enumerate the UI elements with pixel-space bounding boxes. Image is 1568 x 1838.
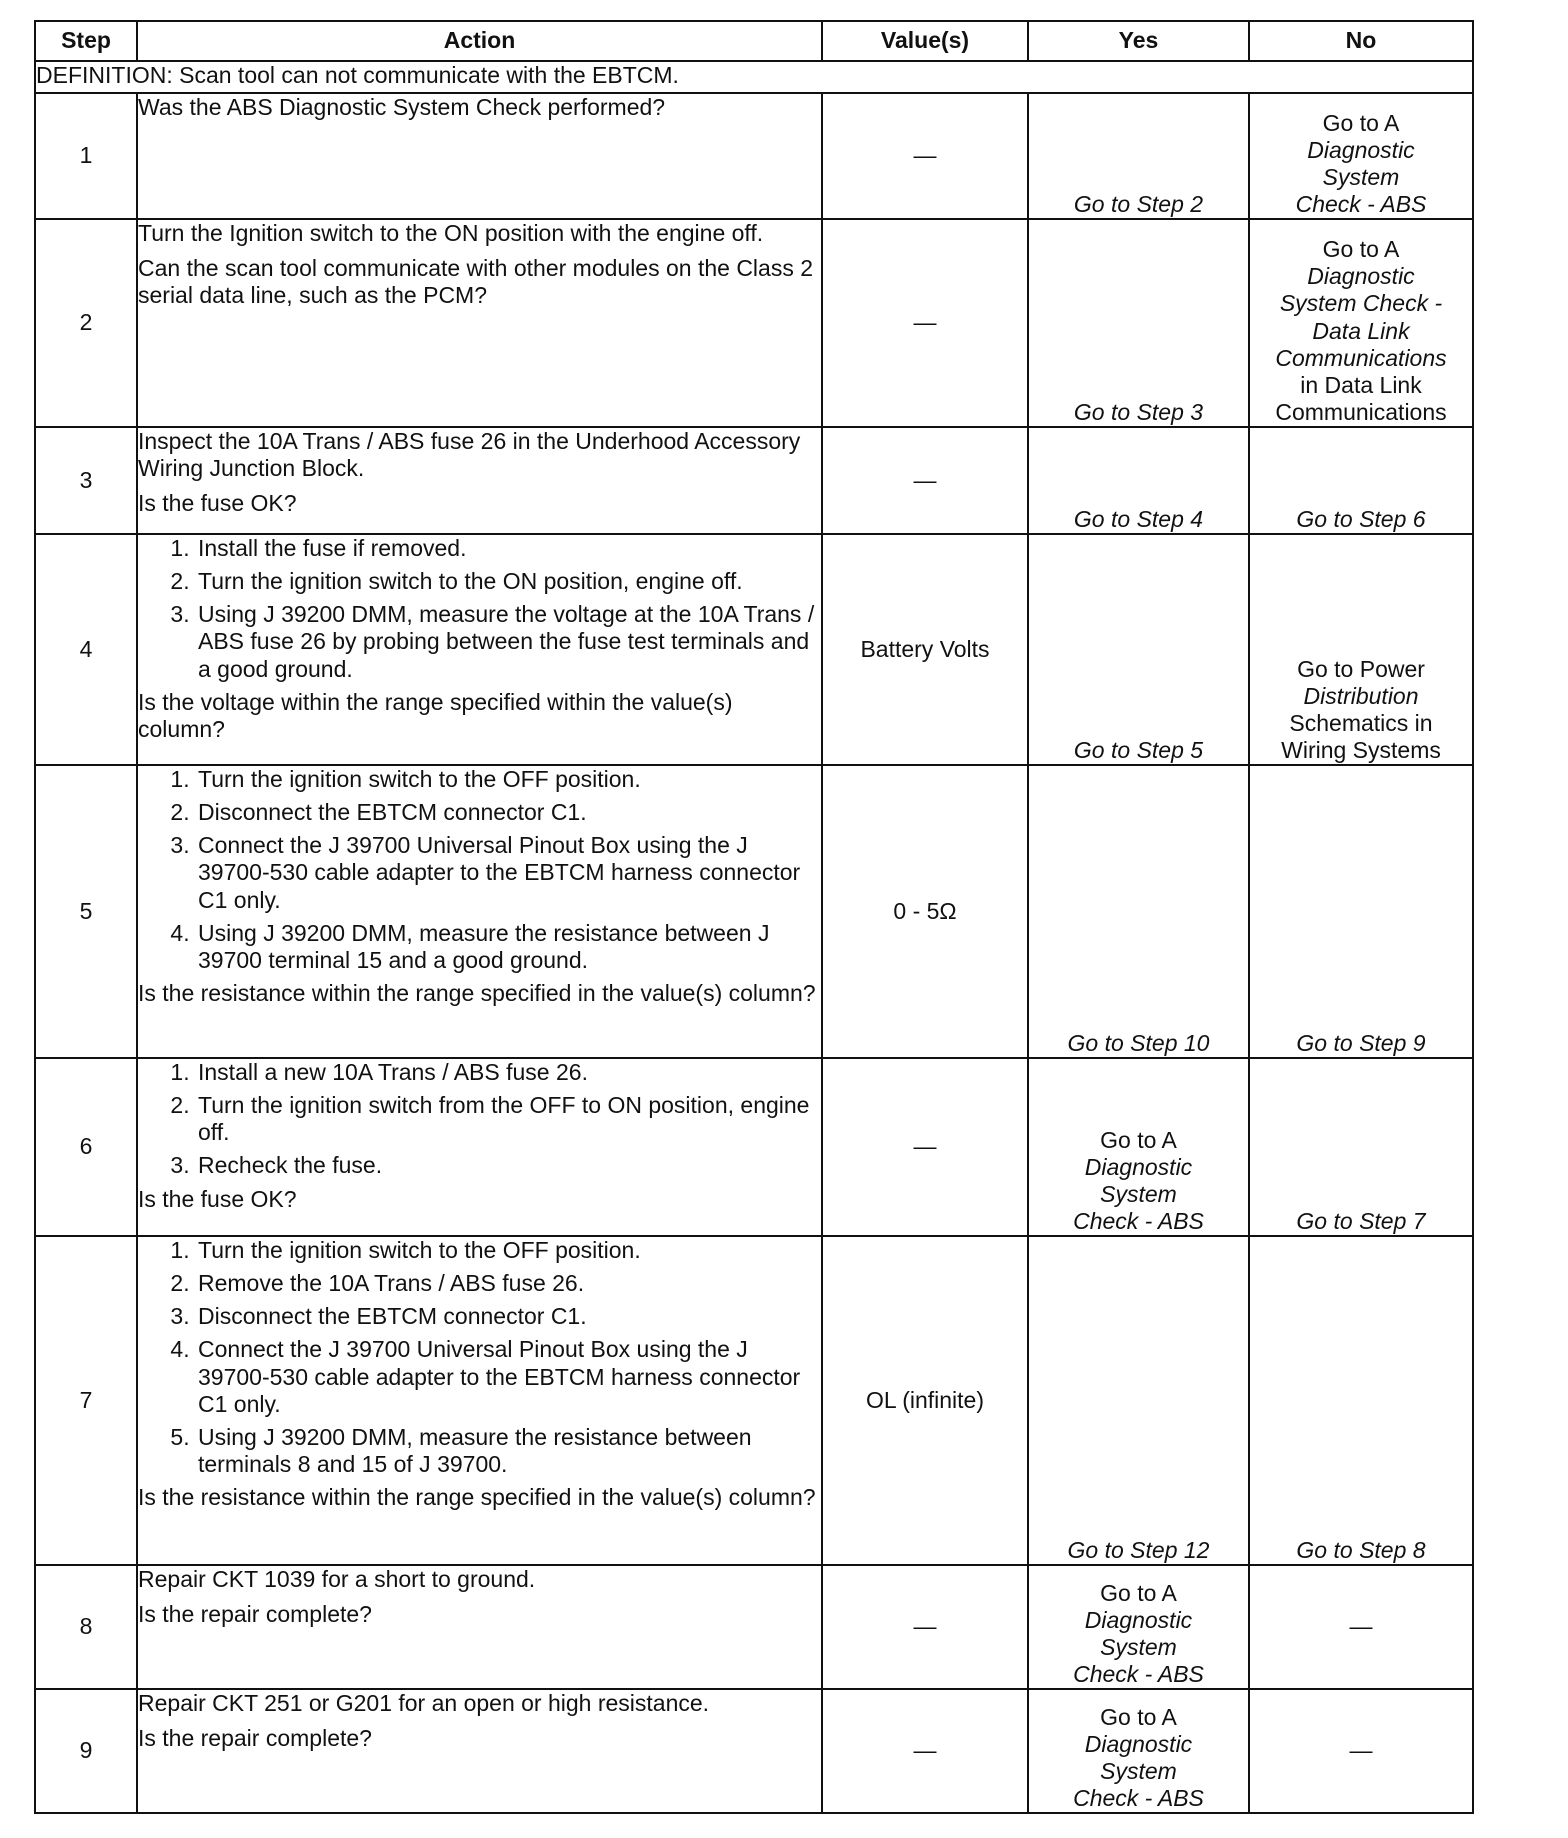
- value-cell: [822, 534, 1028, 765]
- value-text: —: [913, 1737, 937, 1764]
- action-text: Inspect the 10A Trans / ABS fuse 26 in the Underhood Accessory Wiring Junction Block.: [138, 428, 801, 482]
- table-row: [35, 1565, 1473, 1689]
- action-text: Turn the Ignition switch to the ON position with the engine off.: [138, 220, 764, 246]
- table-row: [35, 1058, 1473, 1236]
- step-number: 6: [35, 1058, 137, 1236]
- action-question: Is the resistance within the range specified in the value(s) column?: [138, 979, 816, 1006]
- value-cell: [822, 765, 1028, 1058]
- yes-cell: [1028, 219, 1249, 427]
- yes-link[interactable]: Go to A Diagnostic System Check - ABS: [1073, 1579, 1204, 1687]
- value-text: —: [913, 466, 937, 493]
- yes-cell: [1028, 1689, 1249, 1813]
- step-number: 5: [35, 765, 137, 1058]
- no-cell: [1249, 1689, 1473, 1813]
- list-item: 2. Disconnect the EBTCM connector C1.: [196, 799, 821, 826]
- value-cell: [822, 1236, 1028, 1565]
- value-text: 0 - 5Ω: [893, 897, 957, 924]
- table-row: [35, 1236, 1473, 1565]
- list-item: 4. Using J 39200 DMM, measure the resistance between J 39700 terminal 15 and a good ground.: [196, 920, 821, 974]
- yes-link[interactable]: Go to A Diagnostic System Check - ABS: [1073, 1703, 1204, 1811]
- value-text: Battery Volts: [860, 635, 990, 662]
- value-cell: [822, 1565, 1028, 1689]
- yes-link[interactable]: Go to Step 2: [1073, 190, 1204, 217]
- action-text: Repair CKT 251 or G201 for an open or high resistance.: [138, 1690, 710, 1716]
- no-cell: [1249, 427, 1473, 534]
- value-text: —: [913, 142, 937, 169]
- diagnostic-table: [34, 20, 1474, 1814]
- list-item: 2. Remove the 10A Trans / ABS fuse 26.: [196, 1270, 821, 1297]
- yes-cell: [1028, 1058, 1249, 1236]
- value-cell: [822, 1058, 1028, 1236]
- no-cell: [1249, 93, 1473, 219]
- value-text: OL (infinite): [865, 1386, 985, 1413]
- action-question: Is the fuse OK?: [138, 490, 297, 517]
- table-row: [35, 765, 1473, 1058]
- yes-link[interactable]: Go to A Diagnostic System Check - ABS: [1073, 1126, 1204, 1234]
- list-item: 3. Connect the J 39700 Universal Pinout Box using the J 39700-530 cable adapter to the EBTCM harness connector C1 only.: [196, 832, 821, 913]
- no-link[interactable]: Go to Step 8: [1296, 1536, 1426, 1563]
- yes-cell: [1028, 765, 1249, 1058]
- header-values: Value(s): [822, 21, 1028, 61]
- yes-link[interactable]: Go to Step 10: [1067, 1029, 1210, 1056]
- value-text: —: [913, 1613, 937, 1640]
- action-text: Repair CKT 1039 for a short to ground.: [138, 1566, 536, 1592]
- value-cell: [822, 219, 1028, 427]
- action-cell: [137, 534, 822, 765]
- no-cell: [1249, 219, 1473, 427]
- header-row: [35, 21, 1473, 61]
- step-number: 3: [35, 427, 137, 534]
- no-link[interactable]: Go to Step 6: [1296, 505, 1426, 532]
- value-text: —: [913, 309, 937, 336]
- procedure-list: [138, 1237, 821, 1478]
- action-cell: [137, 1565, 822, 1689]
- action-cell: [137, 765, 822, 1058]
- yes-cell: [1028, 1565, 1249, 1689]
- procedure-list: [138, 535, 821, 683]
- table-row: [35, 427, 1473, 534]
- action-question: Is the resistance within the range specified in the value(s) column?: [138, 1484, 816, 1510]
- value-cell: [822, 427, 1028, 534]
- yes-cell: [1028, 1236, 1249, 1565]
- no-cell: [1249, 1058, 1473, 1236]
- no-cell: [1249, 1565, 1473, 1689]
- action-question: Is the repair complete?: [138, 1601, 372, 1628]
- header-yes: Yes: [1028, 21, 1249, 61]
- value-cell: [822, 1689, 1028, 1813]
- step-number: 8: [35, 1565, 137, 1689]
- definition-text: DEFINITION: Scan tool can not communicate with the EBTCM.: [35, 61, 1473, 93]
- table-row: [35, 219, 1473, 427]
- list-item: 2. Turn the ignition switch to the ON position, engine off.: [196, 568, 821, 595]
- list-item: 5. Using J 39200 DMM, measure the resistance between terminals 8 and 15 of J 39700.: [196, 1424, 821, 1478]
- header-step: Step: [35, 21, 137, 61]
- procedure-list: [138, 1059, 821, 1180]
- action-question: Is the voltage within the range specified within the value(s) column?: [138, 688, 733, 742]
- no-cell: [1249, 1236, 1473, 1565]
- action-question: Is the repair complete?: [138, 1725, 372, 1752]
- definition-row: [35, 61, 1473, 93]
- yes-cell: [1028, 93, 1249, 219]
- no-cell: [1249, 765, 1473, 1058]
- table-row: [35, 93, 1473, 219]
- no-value: —: [1349, 1737, 1373, 1764]
- yes-link[interactable]: Go to Step 12: [1067, 1536, 1210, 1563]
- yes-cell: [1028, 534, 1249, 765]
- no-link[interactable]: Go to Power Distribution Schematics in Wiring Systems: [1281, 655, 1441, 763]
- no-link[interactable]: Go to A Diagnostic System Check - Data Link Communications in Data Link Communications: [1275, 236, 1447, 425]
- no-cell: [1249, 534, 1473, 765]
- yes-link[interactable]: Go to Step 5: [1073, 736, 1204, 763]
- list-item: 1. Install a new 10A Trans / ABS fuse 26.: [196, 1059, 821, 1086]
- no-link[interactable]: Go to Step 7: [1296, 1207, 1426, 1234]
- no-value: —: [1349, 1613, 1373, 1640]
- header-no: No: [1249, 21, 1473, 61]
- yes-link[interactable]: Go to Step 4: [1073, 505, 1204, 532]
- list-item: 1. Turn the ignition switch to the OFF position.: [196, 1237, 821, 1264]
- list-item: 1. Install the fuse if removed.: [196, 535, 821, 562]
- action-cell: [137, 1058, 822, 1236]
- value-cell: [822, 93, 1028, 219]
- table-row: [35, 1689, 1473, 1813]
- action-question: Is the fuse OK?: [138, 1185, 297, 1212]
- action-text: Was the ABS Diagnostic System Check performed?: [138, 94, 666, 120]
- action-question: Can the scan tool communicate with other modules on the Class 2 serial data line, such as the PCM?: [138, 255, 814, 309]
- list-item: 2. Turn the ignition switch from the OFF to ON position, engine off.: [196, 1092, 821, 1146]
- value-text: —: [913, 1133, 937, 1160]
- action-cell: [137, 1689, 822, 1813]
- list-item: 3. Disconnect the EBTCM connector C1.: [196, 1303, 821, 1330]
- list-item: 3. Using J 39200 DMM, measure the voltage at the 10A Trans / ABS fuse 26 by probing between the fuse test terminals and a good ground.: [196, 601, 821, 682]
- action-cell: [137, 93, 822, 219]
- no-link[interactable]: Go to A Diagnostic System Check - ABS: [1295, 109, 1427, 217]
- list-item: 4. Connect the J 39700 Universal Pinout Box using the J 39700-530 cable adapter to the EBTCM harness connector C1 only.: [196, 1336, 821, 1417]
- table-row: [35, 534, 1473, 765]
- yes-link[interactable]: Go to Step 3: [1073, 398, 1204, 425]
- list-item: 1. Turn the ignition switch to the OFF position.: [196, 766, 821, 793]
- step-number: 4: [35, 534, 137, 765]
- action-cell: [137, 1236, 822, 1565]
- yes-cell: [1028, 427, 1249, 534]
- list-item: 3. Recheck the fuse.: [196, 1152, 821, 1179]
- action-cell: [137, 427, 822, 534]
- step-number: 7: [35, 1236, 137, 1565]
- procedure-list: [138, 766, 821, 974]
- step-number: 1: [35, 93, 137, 219]
- no-link[interactable]: Go to Step 9: [1296, 1029, 1426, 1056]
- header-action: Action: [137, 21, 822, 61]
- action-cell: [137, 219, 822, 427]
- step-number: 2: [35, 219, 137, 427]
- step-number: 9: [35, 1689, 137, 1813]
